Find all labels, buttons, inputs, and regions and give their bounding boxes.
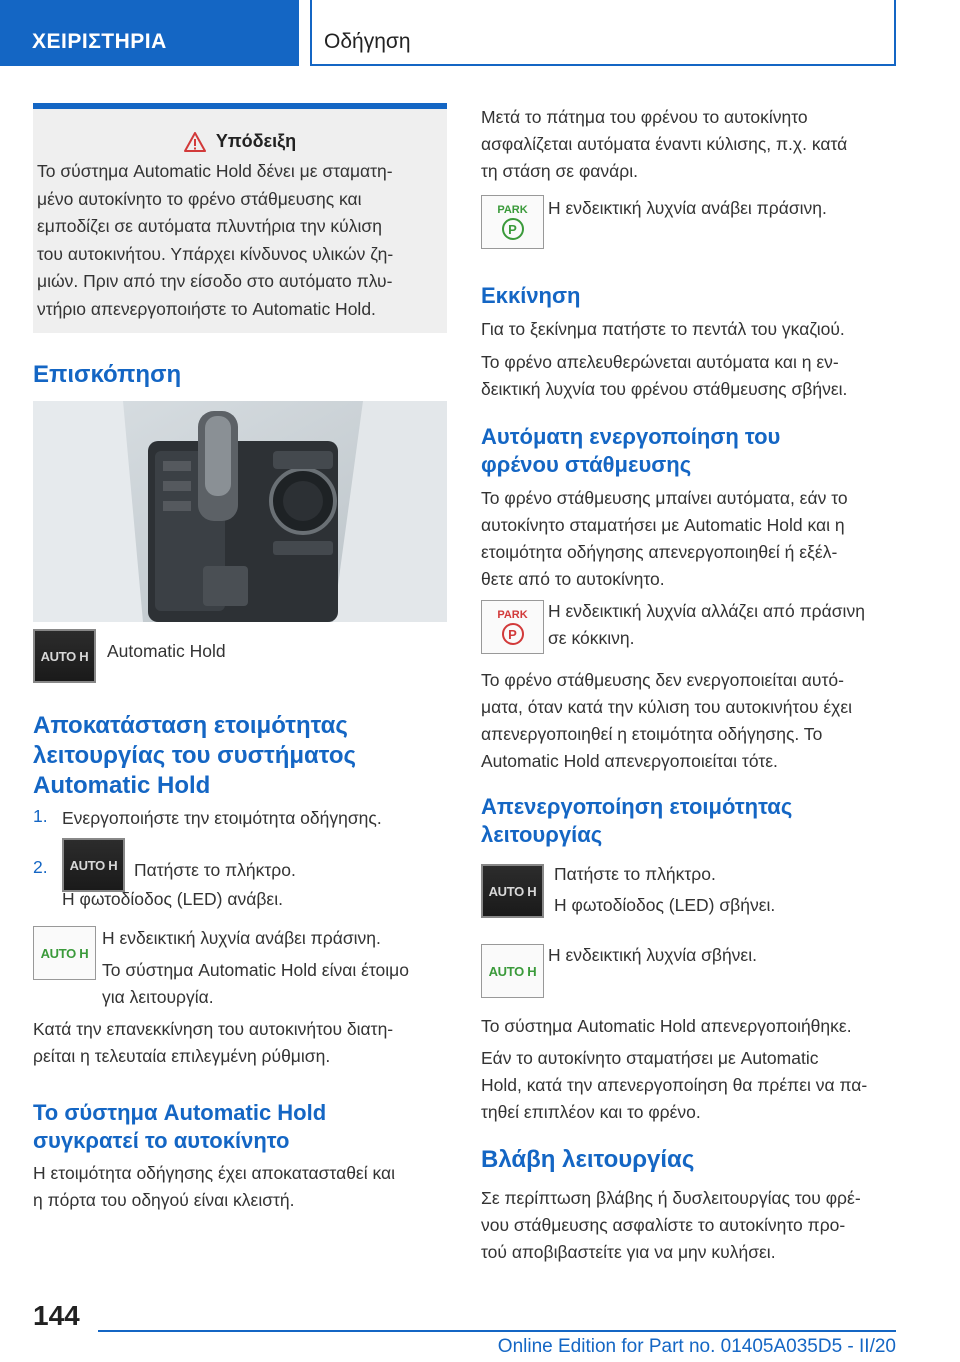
park-red-text: Η ενδεικτική λυχνία αλλάζει από πράσινη σε κόκκινη.	[548, 601, 865, 648]
warning-title: Υπόδειξη	[33, 131, 447, 152]
section-title: Οδήγηση	[310, 0, 896, 66]
intro-text: Μετά το πάτημα του φρένου το αυτοκίνητο ασφαλίζεται αυτόματα έναντι κύλισης, π.χ. κατά τη στάση σε φανάρι.	[481, 107, 848, 181]
release-text: Το φρένο απελευθερώνεται αυτόματα και η εν- δεικτική λυχνία του φρένου στάθμευσης σβήνει.	[481, 352, 848, 399]
park-green-text: Η ενδεικτική λυχνία ανάβει πράσινη.	[548, 198, 827, 218]
start-text: Για το ξεκίνημα πατήστε το πεντάλ του γκαζιού.	[481, 319, 845, 339]
step-text: Ενεργοποιήστε την ετοιμότητα οδήγησης.	[62, 808, 382, 828]
deactivate-heading: Απενεργοποίηση ετοιμότητας λειτουργίας	[481, 794, 793, 847]
deactivate-press-text: Πατήστε το πλήκτρο.	[554, 864, 716, 884]
auto-hold-button-icon: AUTO H	[33, 629, 96, 683]
deactivated-text: Το σύστημα Automatic Hold απενεργοποιήθηκε.	[481, 1016, 852, 1036]
led-text: Η φωτοδίοδος (LED) ανάβει.	[62, 889, 283, 909]
indicator-text: Η ενδεικτική λυχνία ανάβει πράσινη.	[102, 928, 381, 948]
fault-text: Σε περίπτωση βλάβης ή δυσλειτουργίας του φρέ- νου στάθμευσης ασφαλίστε το αυτοκίνητο προ- τού αποβιβαστείτε για να μην κυλήσει.	[481, 1188, 861, 1262]
auto-hold-button-icon: AUTO H	[481, 864, 544, 918]
step-number: 1.	[33, 806, 48, 826]
page-header	[0, 0, 960, 66]
ready-text: Το σύστημα Automatic Hold είναι έτοιμο για λειτουργία.	[102, 960, 409, 1007]
auto-park-heading: Αυτόματη ενεργοποίηση του φρένου στάθμευσης	[481, 424, 781, 477]
restart-text: Κατά την επανεκκίνηση του αυτοκινήτου διατη- ρείται η τελευταία επιλεγμένη ρύθμιση.	[33, 1019, 394, 1066]
footer-divider	[98, 1330, 896, 1332]
auto-park-text: Το φρένο στάθμευσης μπαίνει αυτόματα, εάν το αυτοκίνητο σταματήσει με Automatic Hold και η ετοιμότητα οδήγησης απενεργοποιηθεί ή εξέλ- θετε από το αυτοκίνητο.	[481, 488, 848, 589]
holds-text: Η ετοιμότητα οδήγησης έχει αποκατασταθεί και η πόρτα του οδηγού είναι κλειστή.	[33, 1163, 396, 1210]
step-text: Πατήστε το πλήκτρο.	[134, 860, 296, 880]
park-indicator-red-icon: PARK P	[481, 600, 544, 654]
overview-caption: Automatic Hold	[107, 641, 226, 661]
stop-text: Εάν το αυτοκίνητο σταματήσει με Automatic Hold, κατά την απενεργοποίηση θα πρέπει να πα- τηθεί επιπλέον και το φρένο.	[481, 1048, 868, 1122]
deactivate-indicator-text: Η ενδεικτική λυχνία σβήνει.	[548, 945, 757, 965]
restore-heading: Αποκατάσταση ετοιμότητας λειτουργίας του συστήματος Automatic Hold	[33, 712, 356, 799]
warning-text: Το σύστημα Automatic Hold δένει με σταματη- μένο αυτοκίνητο το φρένο στάθμευσης και εμποδίζει σε αυτόματα πλυντήρια την κύλιση του αυτοκινήτου. Υπάρχει κίνδυνος υλικών ζη- μιών. Πριν από την είσοδο στο αυτόματο πλυ- ντήριο απενεργοποιήστε το Automatic Hold.	[37, 161, 394, 319]
overview-heading: Επισκόπηση	[33, 361, 182, 388]
start-heading: Εκκίνηση	[481, 283, 581, 308]
auto-hold-indicator-green-icon: AUTO H	[481, 944, 544, 998]
fault-heading: Βλάβη λειτουργίας	[481, 1146, 695, 1173]
warning-icon	[184, 132, 206, 152]
warning-box	[33, 103, 447, 333]
not-active-text: Το φρένο στάθμευσης δεν ενεργοποιείται αυτό- ματα, όταν κατά την κύλιση του αυτοκινήτου έχει απενεργοποιηθεί η ετοιμότητα οδήγησης. Το Automatic Hold απενεργοποιείται τότε.	[481, 670, 853, 771]
chapter-tab[interactable]: ΧΕΙΡΙΣΤΗΡΙΑ	[0, 0, 299, 66]
park-indicator-green-icon: PARK P	[481, 195, 544, 249]
console-photo	[33, 401, 447, 622]
auto-hold-indicator-green-icon: AUTO H	[33, 926, 96, 980]
deactivate-led-text: Η φωτοδίοδος (LED) σβήνει.	[554, 895, 776, 915]
edition-text: Online Edition for Part no. 01405A035D5 - II/20	[497, 1336, 896, 1357]
step-number: 2.	[33, 857, 48, 877]
holds-heading: Το σύστημα Automatic Hold συγκρατεί το αυτοκίνητο	[33, 1100, 327, 1153]
auto-hold-button-icon: AUTO H	[62, 838, 125, 892]
page-number: 144	[33, 1300, 80, 1331]
